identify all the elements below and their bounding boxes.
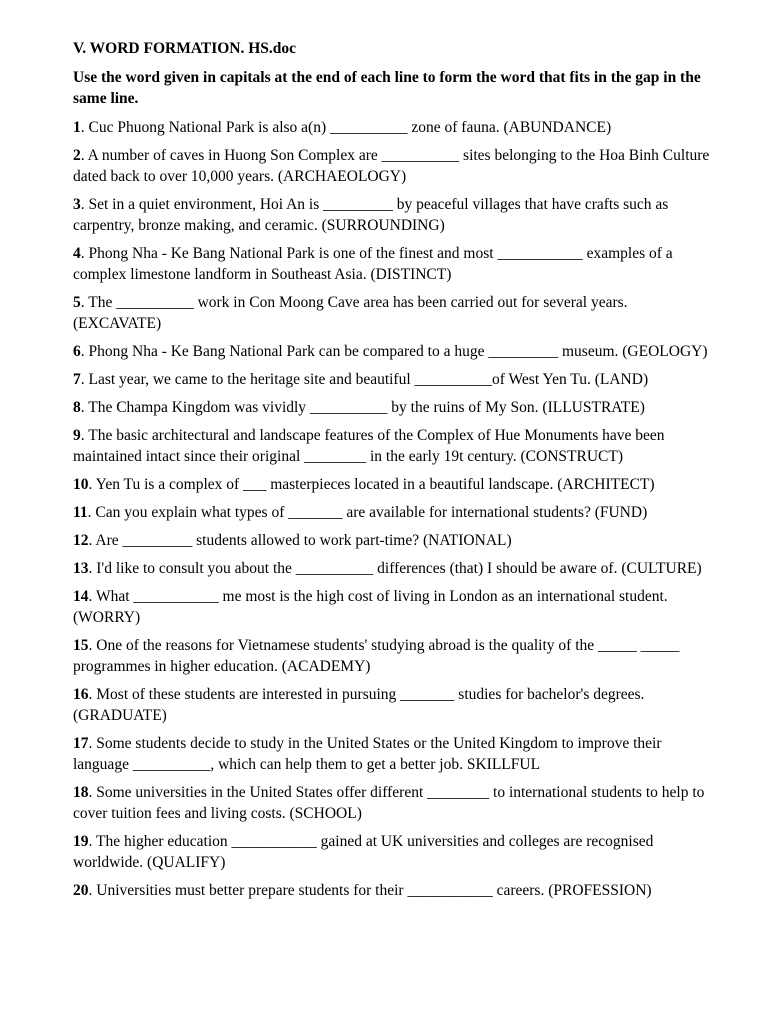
question-item bbox=[73, 425, 718, 467]
question-number: 4 bbox=[73, 245, 81, 262]
document-title: V. WORD FORMATION. HS.doc bbox=[73, 40, 297, 57]
question-text: . Some universities in the United States offer different ________ to international students to help to cover tuition fees and living costs. (SCHOOL) bbox=[73, 784, 705, 822]
question-number: 19 bbox=[73, 833, 89, 850]
question-item bbox=[73, 586, 718, 628]
question-number: 3 bbox=[73, 196, 81, 213]
question-text: . Last year, we came to the heritage site and beautiful __________of West Yen Tu. (LAND) bbox=[80, 371, 649, 388]
question-text: . What ___________ me most is the high cost of living in London as an international student. (WORRY) bbox=[73, 588, 668, 626]
question-number: 9 bbox=[73, 427, 81, 444]
question-text: . Are _________ students allowed to work part-time? (NATIONAL) bbox=[88, 532, 512, 549]
question-text: . Cuc Phuong National Park is also a(n) __________ zone of fauna. (ABUNDANCE) bbox=[80, 119, 612, 136]
question-number: 12 bbox=[73, 532, 89, 549]
question-text: . A number of caves in Huong Son Complex are __________ sites belonging to the Hoa Binh Culture dated back to over 10,000 years. (ARCHAEOLOGY) bbox=[73, 147, 710, 185]
question-number: 7 bbox=[73, 371, 81, 388]
question-number: 8 bbox=[73, 399, 81, 416]
question-number: 11 bbox=[73, 504, 88, 521]
question-number: 6 bbox=[73, 343, 81, 360]
question-item bbox=[73, 292, 718, 334]
question-item bbox=[73, 243, 718, 285]
question-text: . Most of these students are interested in pursuing _______ studies for bachelor's degrees. (GRADUATE) bbox=[73, 686, 645, 724]
question-text: . Some students decide to study in the United States or the United Kingdom to improve their language __________, which can help them to get a better job. SKILLFUL bbox=[73, 735, 662, 773]
question-item bbox=[73, 733, 718, 775]
question-number: 2 bbox=[73, 147, 81, 164]
question-number: 1 bbox=[73, 119, 81, 136]
question-item bbox=[73, 145, 718, 187]
question-number: 16 bbox=[73, 686, 89, 703]
question-text: . The Champa Kingdom was vividly __________ by the ruins of My Son. (ILLUSTRATE) bbox=[80, 399, 645, 416]
instructions: Use the word given in capitals at the end of each line to form the word that fits in the gap in the same line. bbox=[73, 69, 701, 107]
question-text: . The basic architectural and landscape features of the Complex of Hue Monuments have been maintained intact since their original ________ in the early 19t century. (CONSTRUCT) bbox=[73, 427, 665, 465]
question-item bbox=[73, 880, 718, 901]
question-number: 14 bbox=[73, 588, 89, 605]
question-item bbox=[73, 558, 718, 579]
question-item bbox=[73, 369, 718, 390]
question-text: . I'd like to consult you about the __________ differences (that) I should be aware of. (CULTURE) bbox=[88, 560, 702, 577]
question-text: . Yen Tu is a complex of ___ masterpieces located in a beautiful landscape. (ARCHITECT) bbox=[88, 476, 655, 493]
question-item bbox=[73, 194, 718, 236]
question-text: . Universities must better prepare students for their ___________ careers. (PROFESSION) bbox=[88, 882, 652, 899]
question-number: 20 bbox=[73, 882, 89, 899]
question-number: 17 bbox=[73, 735, 89, 752]
question-text: . Can you explain what types of _______ are available for international students? (FUND) bbox=[87, 504, 648, 521]
question-item bbox=[73, 684, 718, 726]
question-item bbox=[73, 831, 718, 873]
question-item bbox=[73, 530, 718, 551]
question-item bbox=[73, 341, 718, 362]
question-item bbox=[73, 474, 718, 495]
question-item bbox=[73, 782, 718, 824]
question-item bbox=[73, 635, 718, 677]
question-list bbox=[73, 117, 718, 901]
question-item bbox=[73, 502, 718, 523]
question-number: 18 bbox=[73, 784, 89, 801]
question-number: 15 bbox=[73, 637, 89, 654]
question-item bbox=[73, 117, 718, 138]
question-number: 13 bbox=[73, 560, 89, 577]
question-text: . The __________ work in Con Moong Cave area has been carried out for several years. (EXCAVATE) bbox=[73, 294, 628, 332]
question-text: . The higher education ___________ gained at UK universities and colleges are recognised worldwide. (QUALIFY) bbox=[73, 833, 654, 871]
question-text: . Set in a quiet environment, Hoi An is _________ by peaceful villages that have crafts such as carpentry, bronze making, and ceramic. (SURROUNDING) bbox=[73, 196, 669, 234]
question-number: 10 bbox=[73, 476, 89, 493]
question-number: 5 bbox=[73, 294, 81, 311]
question-text: . Phong Nha - Ke Bang National Park is one of the finest and most ___________ examples of a complex limestone landform in Southeast Asia. (DISTINCT) bbox=[73, 245, 673, 283]
question-text: . Phong Nha - Ke Bang National Park can be compared to a huge _________ museum. (GEOLOGY) bbox=[80, 343, 708, 360]
question-item bbox=[73, 397, 718, 418]
question-text: . One of the reasons for Vietnamese students' studying abroad is the quality of the _____ _____ programmes in higher education. (ACADEMY) bbox=[73, 637, 680, 675]
